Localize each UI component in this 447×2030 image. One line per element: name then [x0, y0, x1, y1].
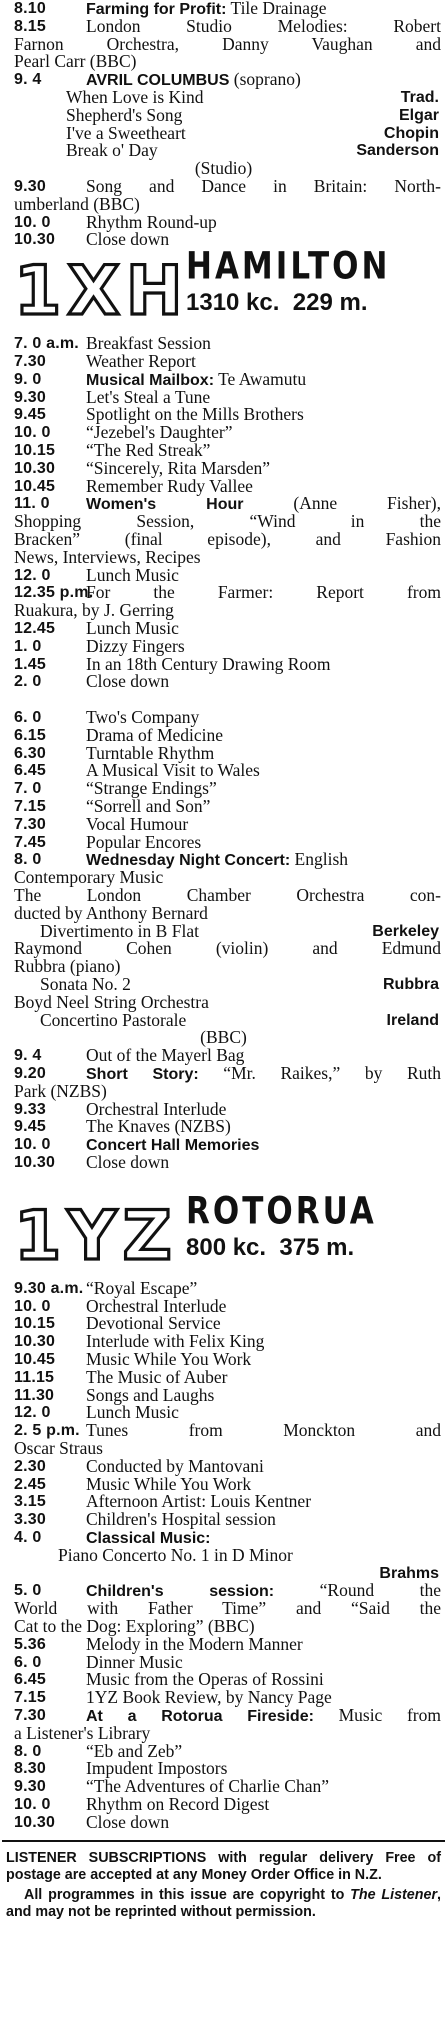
programme-title: Breakfast Session: [86, 333, 211, 354]
programme-highlight: Classical Music:: [86, 1529, 211, 1547]
programme-title: For the Farmer: Report from: [86, 582, 441, 603]
programme-entry: [0, 1118, 447, 1136]
programme-time: 9.30: [14, 177, 46, 195]
programme-title: AVRIL COLUMBUS (soprano): [86, 69, 301, 90]
programme-time: 8. 0: [14, 1742, 42, 1760]
programme-title: Orchestral Interlude: [86, 1098, 227, 1119]
programme-title: “Eb and Zeb”: [86, 1740, 183, 1761]
line-text: Raymond Cohen (violin) and Edmund: [14, 938, 441, 959]
programme-time: 11.30: [14, 1386, 55, 1404]
work-title: Break o' Day: [66, 140, 158, 161]
schedule-hamilton-evening: [0, 709, 447, 869]
schedule-rotorua: [0, 1277, 447, 1547]
programme-time: 9. 4: [14, 1047, 42, 1065]
programme-time: 6.30: [14, 744, 46, 762]
programme-time: 11. 0: [14, 495, 50, 513]
programme-title: Melody in the Modern Manner: [86, 1633, 303, 1654]
programme-title: Wednesday Night Concert: English: [86, 849, 349, 870]
programme-title: Vocal Humour: [86, 813, 189, 834]
programme-entry: [0, 335, 447, 353]
wavelength: 229 m.: [292, 289, 368, 317]
programme-title: Oscar Straus: [14, 1437, 103, 1458]
station-frequency: [186, 289, 368, 317]
programme-title: Farming for Profit: Tile Drainage: [86, 0, 327, 18]
programme-entry: [0, 1811, 447, 1832]
copyright-text: All programmes in this issue are copyright to The Listener, and may not be reprinted without permission.: [6, 1886, 441, 1920]
programme-title: A Musical Visit to Wales: [86, 760, 260, 781]
programme-title: Tunes from Monckton and: [86, 1420, 441, 1441]
programme-entry: [0, 831, 447, 852]
programme-time: 6. 0: [14, 1653, 42, 1671]
line-text: ducted by Anthony Bernard: [14, 902, 208, 923]
programme-time: 2. 5 p.m.: [14, 1422, 80, 1440]
programme-title: Music While You Work: [86, 1473, 252, 1494]
programme-title: Shopping Session, “Wind in the: [14, 511, 441, 532]
programme-title: Rhythm on Record Digest: [86, 1793, 270, 1814]
programme-title: Cat to the Dog: Exploring” (BBC): [14, 1615, 255, 1636]
programme-title: Dinner Music: [86, 1651, 183, 1672]
programme-title: “The Red Streak”: [86, 439, 211, 460]
programme-time: 10.30: [14, 231, 56, 249]
line-text: The London Chamber Orchestra con-: [14, 885, 441, 906]
programme-entry-continued: [0, 53, 447, 71]
programme-title: Pearl Carr (BBC): [14, 51, 137, 72]
programme-title: Afternoon Artist: Louis Kentner: [86, 1491, 312, 1512]
schedule-hamilton: [0, 335, 447, 691]
frequency: 800 kc.: [186, 1233, 267, 1261]
work-title: Shepherd's Song: [66, 104, 183, 125]
concert-programme: [0, 869, 447, 1047]
programme-entry: [0, 1136, 447, 1154]
programme-entry-continued: [0, 1722, 447, 1743]
programme-time: 10.45: [14, 477, 56, 495]
programme-entry: [0, 780, 447, 798]
station-callsign: 1XH: [14, 252, 189, 332]
programme-time: 10.15: [14, 1315, 56, 1333]
programme-entry: [0, 813, 447, 834]
programme-entry: [0, 211, 447, 232]
programme-title: Interlude with Felix King: [86, 1331, 265, 1352]
programme-time: 8.30: [14, 1760, 46, 1778]
programme-title: “Sorrell and Son”: [86, 796, 211, 817]
line-text: Contemporary Music: [14, 867, 164, 888]
programme-time: 1. 0: [14, 637, 42, 655]
divider-rule: [2, 1840, 445, 1842]
programme-entry: [0, 1455, 447, 1476]
programme-title: Ruakura, by J. Gerring: [14, 600, 174, 621]
composer-name: Chopin: [383, 124, 439, 142]
programme-title: “The Adventures of Charlie Chan”: [86, 1776, 329, 1797]
programme-entry: [0, 798, 447, 816]
station-callsign: 1YZ: [14, 1196, 178, 1276]
programme-time: 9.30: [14, 1778, 46, 1796]
programme-title: Music While You Work: [86, 1349, 252, 1369]
programme-title: Dizzy Fingers: [86, 635, 185, 656]
programme-time: 9.20: [14, 1065, 46, 1083]
programme-title: Conducted by Mantovani: [86, 1455, 264, 1476]
programme-time: 12.35 p.m.: [14, 584, 94, 602]
programme-entry: [0, 15, 447, 36]
programme-time: 10. 0: [14, 424, 51, 442]
programme-time: 5. 0: [14, 1582, 42, 1600]
programme-time: 12. 0: [14, 1404, 51, 1422]
station-header-rotorua: [0, 1189, 447, 1280]
programme-time: 9.45: [14, 406, 46, 424]
programme-time: 9.30: [14, 388, 46, 406]
programme-time: 2. 0: [14, 673, 42, 691]
programme-title: Two's Company: [86, 707, 200, 728]
programme-time: 6. 0: [14, 709, 42, 727]
programme-entry: [0, 635, 447, 656]
programme-highlight: Women's Hour: [86, 496, 244, 514]
programme-title: Drama of Medicine: [86, 724, 224, 745]
line-text: (Studio): [194, 158, 253, 179]
programme-entry: [0, 1633, 447, 1654]
schedule-rotorua-evening: [0, 1582, 447, 1831]
programme-title: Close down: [86, 671, 170, 692]
programme-entry: [0, 653, 447, 674]
programme-title: Turntable Rhythm: [86, 742, 215, 763]
programme-title: World with Father Time” and “Said the: [14, 1598, 441, 1619]
programme-title: a Listener's Library: [14, 1722, 151, 1743]
programme-entry-continued: [0, 1080, 447, 1101]
programme-title: Close down: [86, 1811, 170, 1832]
programme-time: 7.30: [14, 815, 46, 833]
station-header-hamilton: [0, 245, 447, 335]
programme-time: 7.30: [14, 1706, 46, 1724]
programme-time: 4. 0: [14, 1528, 42, 1546]
programme-entry: [0, 424, 447, 442]
classical-music-item: [0, 1544, 447, 1583]
programme-highlight: Farming for Profit:: [86, 1, 227, 18]
programme-entry: [0, 762, 447, 780]
programme-title: umberland (BBC): [14, 193, 140, 214]
programme-time: 10.30: [14, 1813, 56, 1831]
composer-name: Rubbra: [383, 976, 439, 994]
programme-entry: [0, 1366, 447, 1387]
work-title: Divertimento in B Flat: [40, 920, 199, 941]
programme-title: Park (NZBS): [14, 1080, 107, 1101]
programme-entry: [0, 709, 447, 727]
programme-title: Lunch Music: [86, 617, 179, 638]
programme-time: 11.15: [14, 1368, 55, 1386]
concert-orchestra: [0, 902, 447, 923]
programme-title: Women's Hour (Anne Fisher),: [86, 493, 441, 514]
programme-highlight: At a Rotorua Fireside:: [86, 1707, 314, 1725]
programme-title: “Sincerely, Rita Marsden”: [86, 457, 271, 478]
schedule-hamilton-late: [0, 1047, 447, 1172]
programme-entry: [0, 724, 447, 745]
programme-time: 8.15: [14, 17, 46, 35]
line-text: Rubbra (piano): [14, 956, 121, 977]
programme-time: 7.15: [14, 1689, 46, 1707]
programme-title: Songs and Laughs: [86, 1384, 215, 1405]
programme-title: Lunch Music: [86, 564, 179, 585]
programme-title: “Royal Escape”: [86, 1277, 198, 1298]
line-text: Boyd Neel String Orchestra: [14, 991, 209, 1012]
programme-time: 7. 0: [14, 780, 42, 798]
programme-title: Impudent Impostors: [86, 1758, 228, 1779]
programme-title: “Strange Endings”: [86, 778, 217, 799]
work-title: Sonata No. 2: [40, 974, 131, 995]
programme-title: Song and Dance in Britain: North-: [86, 175, 441, 196]
work-title: When Love is Kind: [66, 86, 204, 107]
programme-entry: [0, 1295, 447, 1316]
programme-title: Remember Rudy Vallee: [86, 475, 253, 496]
programme-highlight: Short Story:: [86, 1066, 199, 1084]
programme-time: 10. 0: [14, 1795, 51, 1813]
programme-title: Farnon Orchestra, Danny Vaughan and: [14, 33, 441, 54]
programme-entry-continued: [0, 602, 447, 620]
programme-entry: [0, 673, 447, 691]
programme-time: 12. 0: [14, 566, 51, 584]
programme-time: 2.30: [14, 1457, 46, 1475]
programme-time: 7.30: [14, 352, 46, 370]
programme-time: 7.15: [14, 798, 46, 816]
programme-entry: [0, 1154, 447, 1172]
programme-title: At a Rotorua Fireside: Music from: [86, 1704, 441, 1725]
programme-highlight: Concert Hall Memories: [86, 1137, 260, 1155]
programme-entry: [0, 1511, 447, 1529]
programme-title: The Knaves (NZBS): [86, 1116, 231, 1137]
musical-work: [0, 1544, 447, 1565]
programme-highlight: Wednesday Night Concert:: [86, 852, 291, 870]
programme-time: 9. 4: [14, 71, 42, 89]
schedule-top-continued: [0, 175, 447, 250]
programme-highlight: AVRIL COLUMBUS: [86, 72, 230, 90]
wavelength: 375 m.: [279, 1233, 355, 1261]
programme-title: Rhythm Round-up: [86, 211, 217, 232]
programme-title: The Music of Auber: [86, 1366, 228, 1387]
programme-title: Spotlight on the Mills Brothers: [86, 404, 304, 425]
programme-title: In an 18th Century Drawing Room: [86, 653, 331, 674]
subscription-notice: [0, 1848, 447, 1921]
line-text: (BBC): [200, 1027, 247, 1048]
work-title: I've a Sweetheart: [66, 122, 186, 143]
programme-title: Music from the Operas of Rossini: [86, 1669, 324, 1690]
programme-time: 12.45: [14, 619, 56, 637]
composer-name: Ireland: [386, 1011, 439, 1029]
programme-title: London Studio Melodies: Robert: [86, 15, 441, 36]
station-name: HAMILTON: [186, 245, 391, 289]
programme-time: 9.45: [14, 1118, 46, 1136]
composer-name: Elgar: [398, 106, 439, 124]
composer-name: Trad.: [400, 88, 439, 106]
programme-time: 9.33: [14, 1100, 46, 1118]
programme-time: 7. 0 a.m.: [14, 335, 79, 353]
musical-work: [0, 104, 447, 125]
schedule-top: [0, 0, 447, 89]
programme-title: Let's Steal a Tune: [86, 386, 211, 407]
programme-entry: [0, 1793, 447, 1814]
station-frequency: [186, 1233, 355, 1261]
programme-title: Orchestral Interlude: [86, 1295, 227, 1316]
programme-entry: [0, 368, 447, 389]
frequency: 1310 kc.: [186, 289, 280, 317]
magazine-title: The Listener: [350, 1886, 438, 1903]
composer-name: Berkeley: [372, 922, 439, 940]
concert-orchestra: [0, 991, 447, 1012]
avril-song-list: [0, 86, 447, 179]
programme-entry: [0, 457, 447, 478]
programme-time: 10. 0: [14, 1136, 51, 1154]
programme-title: “Jezebel's Daughter”: [86, 422, 233, 443]
programme-time: 1.45: [14, 655, 46, 673]
work-title: Concertino Pastorale: [40, 1009, 187, 1030]
programme-time: 8.10: [14, 0, 46, 17]
programme-time: 10.45: [14, 1351, 56, 1368]
programme-title: News, Interviews, Recipes: [14, 546, 201, 567]
programme-time: 10.30: [14, 1333, 56, 1351]
programme-title: Lunch Music: [86, 1402, 179, 1423]
programme-highlight: Children's session:: [86, 1583, 275, 1601]
programme-entry: [0, 1384, 447, 1405]
programme-time: 3.15: [14, 1493, 46, 1511]
station-name: ROTORUA: [186, 1189, 377, 1234]
programme-time: 10. 0: [14, 213, 51, 231]
programme-title: Popular Encores: [86, 831, 202, 852]
programme-time: 6.15: [14, 726, 46, 744]
programme-title: Out of the Mayerl Bag: [86, 1045, 245, 1066]
programme-title: Musical Mailbox: Te Awamutu: [86, 368, 307, 389]
programme-highlight: Musical Mailbox:: [86, 371, 215, 389]
work-title: Piano Concerto No. 1 in D Minor: [58, 1544, 293, 1565]
composer-name: Brahms: [379, 1564, 439, 1582]
programme-title: Devotional Service: [86, 1313, 221, 1334]
programme-time: 2.45: [14, 1475, 46, 1493]
programme-time: 8. 0: [14, 851, 42, 869]
composer-name: Sanderson: [356, 142, 439, 160]
programme-time: 5.36: [14, 1635, 46, 1653]
programme-time: 3.30: [14, 1511, 46, 1529]
programme-entry-continued: [0, 193, 447, 214]
programme-title: Short Story: “Mr. Raikes,” by Ruth: [86, 1063, 441, 1084]
programme-entry-continued: [0, 546, 447, 567]
programme-title: Close down: [86, 1152, 170, 1173]
programme-title: Bracken” (final episode), and Fashion: [14, 528, 441, 549]
programme-entry: [0, 1277, 447, 1298]
programme-time: 6.45: [14, 1671, 46, 1689]
programme-time: 9. 0: [14, 370, 42, 388]
programme-time: 7.45: [14, 833, 46, 851]
programme-entry: [0, 617, 447, 638]
programme-time: 6.45: [14, 762, 46, 780]
programme-time: 10.30: [14, 459, 56, 477]
programme-time: 9.30 a.m.: [14, 1279, 84, 1297]
subscription-text: LISTENER SUBSCRIPTIONS with regular delivery Free of postage are accepted at any Money Order Office in N.Z.: [6, 1849, 441, 1883]
programme-title: Children's session: “Round the: [86, 1580, 441, 1601]
programme-time: 10. 0: [14, 1297, 51, 1315]
programme-title: Children's Hospital session: [86, 1509, 276, 1530]
programme-time: 10.15: [14, 441, 56, 459]
programme-time: 10.30: [14, 1154, 56, 1172]
programme-title: 1YZ Book Review, by Nancy Page: [86, 1687, 332, 1708]
programme-title: Close down: [86, 229, 170, 250]
programme-title: Weather Report: [86, 350, 196, 371]
